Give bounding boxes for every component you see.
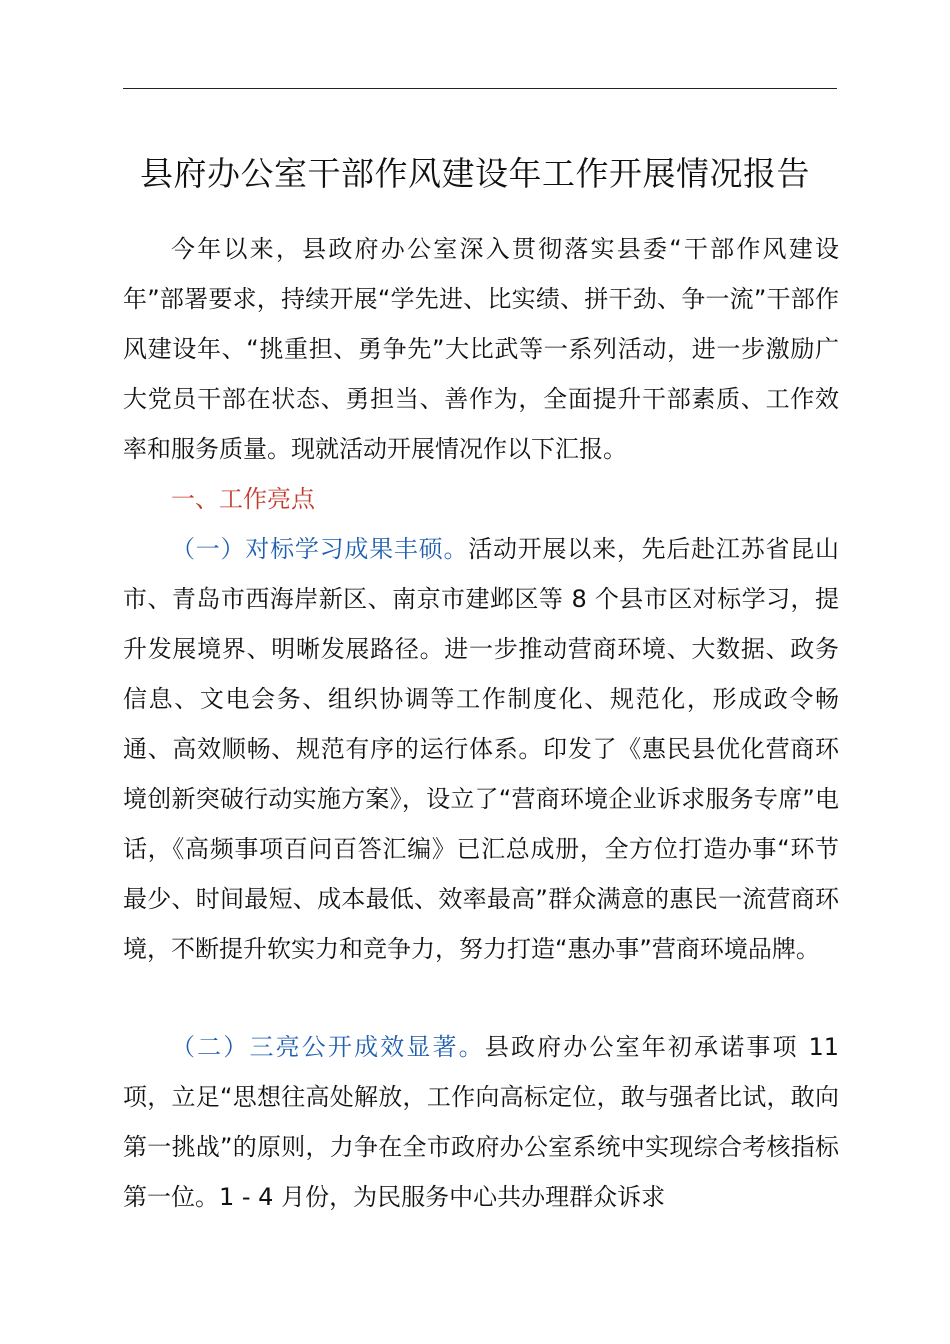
item2-heading: （二）三亮公开成效显著。 xyxy=(171,1033,485,1061)
item1-heading: （一）对标学习成果丰硕。 xyxy=(171,535,469,563)
header-rule xyxy=(123,88,837,89)
item1-paragraph xyxy=(123,524,839,974)
item1-body: 活动开展以来，先后赴江苏省昆山市、青岛市西海岸新区、南京市建邺区等 8 个县市区对标学习，提升发展境界、明晰发展路径。进一步推动营商环境、大数据、政务信息、文电会务、组织协调等工作制度化、规范化，形成政令畅通、高效顺畅、规范有序的运行体系。印发了《惠民县优化营商环境创新突破行动实施方案》，设立了“营商环境企业诉求服务专席”电话，《高频事项百问百答汇编》已汇总成册，全方位打造办事“环节最少、时间最短、成本最低、效率最高”群众满意的惠民一流营商环境，不断提升软实力和竞争力，努力打造“惠办事”营商环境品牌。 xyxy=(123,535,840,963)
document-title: 县府办公室干部作风建设年工作开展情况报告 xyxy=(140,154,810,193)
intro-paragraph: 今年以来，县政府办公室深入贯彻落实县委“干部作风建设年”部署要求，持续开展“学先进、比实绩、拼干劲、争一流”干部作风建设年、“挑重担、勇争先”大比武等一系列活动，进一步激励广大党员干部在状态、勇担当、善作为，全面提升干部素质、工作效率和服务质量。现就活动开展情况作以下汇报。 xyxy=(123,235,839,463)
item2-paragraph xyxy=(123,1022,839,1222)
section-heading-highlights: 一、工作亮点 xyxy=(171,485,315,513)
item2-body: 县政府办公室年初承诺事项 11 项，立足“思想往高处解放，工作向高标定位，敢与强者比试，敢向第一挑战”的原则，力争在全市政府办公室系统中实现综合考核指标第一位。1 - 4 月份，为民服务中心共办理群众诉求 xyxy=(123,1033,840,1211)
